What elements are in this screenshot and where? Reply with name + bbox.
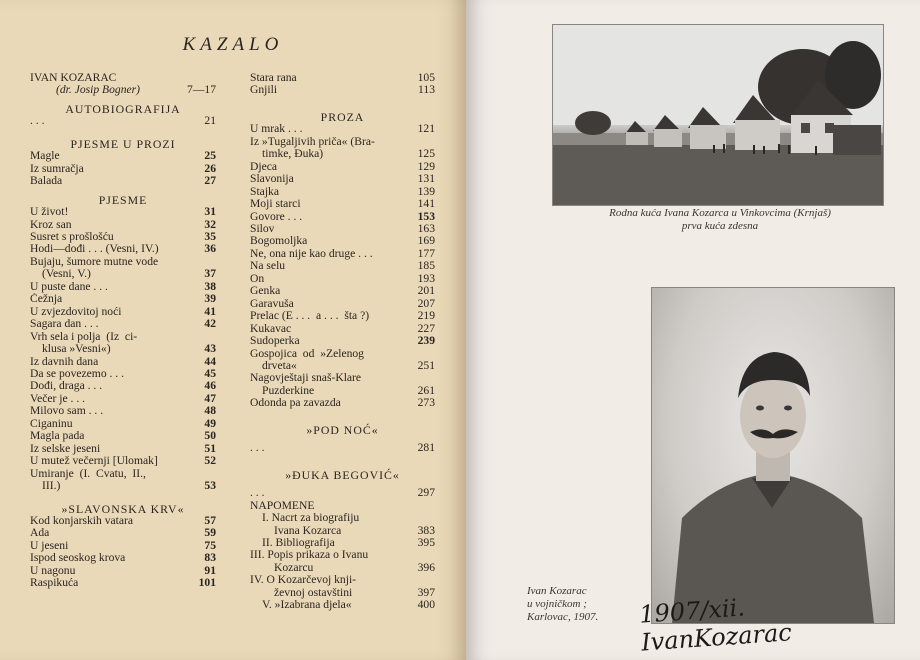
toc-entry [250, 223, 435, 235]
toc-entry [250, 198, 435, 210]
toc-entry-title: Bujaju, šumore mutne vode [30, 255, 159, 268]
toc-entry-title: Iz »Tugaljivih priča« (Bra- [250, 135, 375, 148]
toc-entry-title: Susret s prošlošću [30, 230, 114, 243]
toc-entry [30, 368, 216, 380]
toc-entry-page: 49 [204, 416, 216, 430]
toc-entry-page: 27 [204, 174, 216, 188]
toc-entry-title: Bogomoljka [250, 235, 308, 248]
toc-entry [30, 163, 216, 175]
toc-entry-page: 47 [204, 391, 216, 405]
toc-entry-page: 153 [417, 209, 435, 223]
toc-entry-page: 396 [417, 560, 435, 574]
section-heading: PJESME U PROZI [70, 136, 176, 151]
toc-entry-title: Kukavac [250, 322, 292, 335]
toc-entry [30, 356, 216, 368]
toc-entry-title: Dođi, draga . . . [30, 380, 103, 393]
toc-entry-page: 207 [417, 296, 435, 310]
page-title: KAZALO [182, 34, 284, 55]
toc-entry-title: Milovo sam . . . [30, 405, 104, 418]
section-heading: PROZA [320, 109, 365, 124]
toc-entry-page: 219 [417, 309, 435, 323]
toc-column-2 [250, 72, 435, 612]
toc-entry-title: Gospojica od »Zelenog [250, 347, 364, 360]
toc-entry-title: Raspikuća [30, 577, 79, 590]
toc-entry [30, 84, 216, 96]
toc-entry-title: III. Popis prikaza o Ivanu [250, 549, 369, 562]
toc-entry-title: Slavonija [250, 173, 294, 186]
photo2-caption [527, 585, 637, 624]
toc-entry-page: 52 [204, 454, 216, 468]
toc-entry [250, 323, 435, 335]
toc-entry-page: 185 [417, 259, 435, 273]
toc-entry [250, 260, 435, 272]
toc-entry-title: U mutež večernji [Ulomak] [30, 455, 158, 468]
section-heading: »SLAVONSKA KRV« [61, 501, 185, 516]
toc-entry [250, 285, 435, 297]
toc-entry [250, 525, 435, 537]
toc-entry-title: Odonda pa zavazda [250, 397, 341, 410]
toc-entry-page: 395 [417, 535, 435, 549]
toc-entry-title: Gnjili [250, 84, 278, 97]
toc-entry-title: . . . [250, 442, 265, 455]
toc-entry-page: 45 [204, 366, 216, 380]
toc-entry [250, 549, 435, 561]
toc-entry-title: Sudoperka [250, 335, 300, 348]
toc-entry-title: Magla pada [30, 430, 85, 443]
toc-entry-page: 37 [204, 267, 216, 281]
toc-entry-page: 383 [417, 523, 435, 537]
toc-entry-page: 53 [204, 479, 216, 493]
toc-entry [30, 552, 216, 564]
toc-entry [250, 273, 435, 285]
toc-entry-page: 7—17 [187, 83, 216, 97]
toc-entry-page: 44 [204, 354, 216, 368]
toc-entry [30, 281, 216, 293]
toc-entry-title: Magle [30, 150, 60, 163]
toc-entry [30, 293, 216, 305]
toc-entry-page: 26 [204, 161, 216, 175]
toc-entry-page: 83 [204, 551, 216, 565]
toc-entry-page: 43 [204, 342, 216, 356]
toc-entry-page: 227 [417, 321, 435, 335]
photo2-caption-line2: u vojničkom ; [527, 598, 587, 610]
toc-entry-page: 42 [204, 317, 216, 331]
section-heading: »ĐUKA BEGOVIĆ« [285, 467, 400, 482]
toc-entry [250, 512, 435, 524]
toc-entry-title: (dr. Josip Bogner) [56, 84, 141, 97]
section-heading: »POD NOĆ« [306, 422, 379, 437]
toc-entry-title: Balada [30, 175, 63, 188]
toc-entry [250, 500, 435, 512]
toc-entry-page: 139 [417, 184, 435, 198]
toc-entry-title: . . . [30, 115, 45, 128]
toc-column-1 [30, 72, 216, 590]
toc-entry-title: Djeca [250, 160, 278, 173]
toc-entry-page: 113 [418, 83, 435, 97]
toc-entry-title: On [250, 272, 265, 285]
toc-entry-page: 50 [204, 429, 216, 443]
toc-entry-title: V. »Izabrana djela« [262, 599, 352, 612]
toc-entry-title: Kozarcu [274, 561, 314, 574]
toc-entry-title: Ada [30, 527, 50, 540]
toc-entry-title: (Vesni, V.) [42, 268, 91, 281]
toc-entry [30, 405, 216, 417]
toc-entry [250, 397, 435, 409]
toc-entry-page: 141 [417, 197, 435, 211]
toc-entry-title: Kod konjarskih vatara [30, 514, 134, 527]
toc-entry-page: 31 [204, 205, 216, 219]
toc-entry-title: Genka [250, 285, 281, 298]
toc-entry-title: Večer je . . . [30, 392, 86, 405]
toc-entry-title: Stajka [250, 185, 279, 198]
toc-entry-page: 397 [417, 585, 435, 599]
toc-entry-title: Garavuša [250, 297, 294, 310]
toc-entry-title: Moji starci [250, 198, 301, 211]
toc-entry-title: Stara rana [250, 72, 297, 84]
toc-entry-page: 273 [417, 396, 435, 410]
toc-entry-page: 21 [204, 114, 216, 128]
toc-entry [250, 173, 435, 185]
toc-entry [250, 136, 435, 148]
toc-entry-title: III.) [42, 480, 61, 493]
toc-entry [250, 587, 435, 599]
toc-entry-title: U jeseni [30, 539, 69, 552]
toc-entry [30, 115, 216, 127]
toc-entry [250, 537, 435, 549]
toc-entry-page: 75 [204, 538, 216, 552]
toc-entry [30, 430, 216, 442]
toc-entry-title: Ivana Kozarca [274, 524, 342, 537]
toc-entry [30, 318, 216, 330]
toc-entry-page: 32 [204, 217, 216, 231]
toc-entry [250, 310, 435, 322]
toc-entry [30, 527, 216, 539]
toc-entry [30, 231, 216, 243]
toc-entry-page: 38 [204, 279, 216, 293]
toc-entry-title: Sagara dan . . . [30, 318, 99, 331]
toc-entry-title: Umiranje (I. Cvatu, II., [30, 467, 146, 480]
toc-entry-title: U mrak . . . [250, 123, 303, 136]
toc-entry [30, 468, 216, 480]
toc-entry [250, 487, 435, 499]
toc-entry-title: Govore . . . [250, 210, 303, 223]
toc-entry-page: 39 [204, 292, 216, 306]
toc-entry [30, 515, 216, 527]
toc-entry [250, 298, 435, 310]
toc-entry [30, 418, 216, 430]
toc-entry-title: Ispod seoskog krova [30, 552, 126, 565]
toc-entry [250, 148, 435, 160]
toc-entry [250, 348, 435, 360]
photo1-caption-line2: prva kuća zdesna [681, 220, 759, 232]
toc-entry-page: 105 [417, 71, 435, 84]
toc-entry [30, 480, 216, 492]
section-heading: PJESME [98, 192, 148, 207]
toc-entry-title: I. Nacrt za biografiju [262, 512, 360, 525]
toc-entry-title: U zvjezdovitoj noći [30, 305, 122, 318]
toc-entry [30, 256, 216, 268]
toc-entry [250, 211, 435, 223]
section-heading: AUTOBIOGRAFIJA [65, 101, 181, 116]
toc-entry-title: U nagonu [30, 564, 76, 577]
toc-entry-page: 36 [204, 242, 216, 256]
spacer [250, 410, 435, 424]
toc-entry-title: drveta« [262, 359, 297, 372]
toc-entry [30, 331, 216, 343]
toc-entry-page: 41 [204, 304, 216, 318]
toc-entry-page: 239 [417, 334, 435, 348]
toc-entry-page: 169 [417, 234, 435, 248]
toc-entry [30, 540, 216, 552]
spacer [30, 493, 216, 503]
toc-entry [30, 306, 216, 318]
toc-entry-page: 129 [417, 159, 435, 173]
spacer [250, 455, 435, 469]
toc-entry-title: U puste dane . . . [30, 280, 108, 293]
toc-entry [250, 72, 435, 84]
toc-entry-page: 51 [204, 441, 216, 455]
toc-entry-page: 297 [417, 486, 435, 500]
toc-entry [30, 343, 216, 355]
toc-entry-title: Vrh sela i polja (Iz ci- [30, 330, 138, 343]
toc-entry-title: klusa »Vesni«) [42, 343, 111, 356]
toc-entry [30, 268, 216, 280]
toc-entry-page: 59 [204, 526, 216, 540]
birth-house-photo [552, 24, 884, 206]
toc-entry-title: Iz davnih dana [30, 355, 99, 368]
toc-entry-title: Puzderkine [262, 384, 315, 397]
toc-entry-page: 57 [204, 513, 216, 527]
toc-entry [250, 186, 435, 198]
toc-entry [250, 442, 435, 454]
toc-entry [30, 455, 216, 467]
toc-entry [30, 219, 216, 231]
toc-entry [30, 150, 216, 162]
toc-entry-page: 281 [417, 441, 435, 455]
toc-entry [30, 565, 216, 577]
photo1-caption [540, 207, 900, 233]
toc-entry-title: IV. O Kozarčevoj knji- [250, 574, 357, 587]
toc-entry [250, 360, 435, 372]
toc-entry-page: 91 [204, 563, 216, 577]
toc-entry-page: 121 [417, 122, 435, 136]
toc-entry-title: . . . [250, 487, 265, 500]
portrait-photo [651, 287, 895, 624]
toc-entry [250, 574, 435, 586]
toc-entry-title: Silov [250, 222, 275, 235]
toc-entry-title: Kroz san [30, 218, 72, 231]
toc-entry [30, 206, 216, 218]
photo1-caption-line1: Rodna kuća Ivana Kozarca u Vinkovcima (Krnjaš) [609, 207, 831, 219]
toc-entry-title: ževnoj ostavštini [274, 586, 353, 599]
toc-entry-title: II. Bibliografija [262, 536, 335, 549]
toc-entry [250, 372, 435, 384]
spacer [250, 97, 435, 111]
toc-entry [30, 175, 216, 187]
toc-entry [250, 161, 435, 173]
toc-entry-page: 46 [204, 379, 216, 393]
toc-entry-title: IVAN KOZARAC [30, 72, 117, 84]
toc-entry-title: Da se povezemo . . . [30, 367, 125, 380]
toc-entry [30, 243, 216, 255]
toc-entry-title: Čežnja [30, 293, 63, 306]
toc-entry-title: Ciganinu [30, 417, 73, 430]
toc-entry-page: 261 [417, 383, 435, 397]
toc-entry [250, 84, 435, 96]
toc-entry-title: Iz selske jeseni [30, 442, 101, 455]
toc-entry-title: Ne, ona nije kao druge . . . [250, 247, 373, 260]
toc-entry-page: 163 [417, 221, 435, 235]
toc-entry [250, 123, 435, 135]
toc-entry-page: 35 [204, 229, 216, 243]
photo2-caption-line3: Karlovac, 1907. [527, 611, 599, 623]
toc-entry-title: Prelac (E . . . a . . . šta ?) [250, 310, 370, 323]
toc-entry-page: 177 [417, 246, 435, 260]
toc-entry-page: 193 [417, 271, 435, 285]
toc-entry-title: Nagovještaji snaš-Klare [250, 372, 362, 385]
toc-entry [30, 577, 216, 589]
toc-entry-title: Hodi—dođi . . . (Vesni, IV.) [30, 243, 159, 256]
toc-entry-page: 125 [417, 147, 435, 161]
photo2-caption-line1: Ivan Kozarac [527, 585, 587, 597]
toc-entry [250, 599, 435, 611]
toc-entry-page: 48 [204, 404, 216, 418]
toc-entry [250, 335, 435, 347]
toc-entry-title: U život! [30, 206, 69, 219]
toc-entry [30, 443, 216, 455]
toc-entry-page: 131 [417, 172, 435, 186]
toc-entry-page: 201 [417, 284, 435, 298]
toc-entry [30, 393, 216, 405]
toc-entry-page: 400 [417, 598, 435, 612]
toc-entry [250, 385, 435, 397]
toc-entry-page: 25 [204, 149, 216, 163]
toc-entry [250, 248, 435, 260]
toc-entry [30, 380, 216, 392]
toc-entry-title: NAPOMENE [250, 499, 315, 512]
toc-entry-title: Na selu [250, 260, 286, 273]
toc-entry-page: 251 [417, 358, 435, 372]
toc-entry [250, 235, 435, 247]
toc-entry [250, 562, 435, 574]
toc-entry-title: timke, Đuka) [262, 148, 324, 161]
toc-entry-page: 101 [198, 576, 216, 590]
signature: 1907/xii. IvanKozarac [638, 593, 793, 657]
toc-entry-title: Iz sumračja [30, 162, 84, 175]
